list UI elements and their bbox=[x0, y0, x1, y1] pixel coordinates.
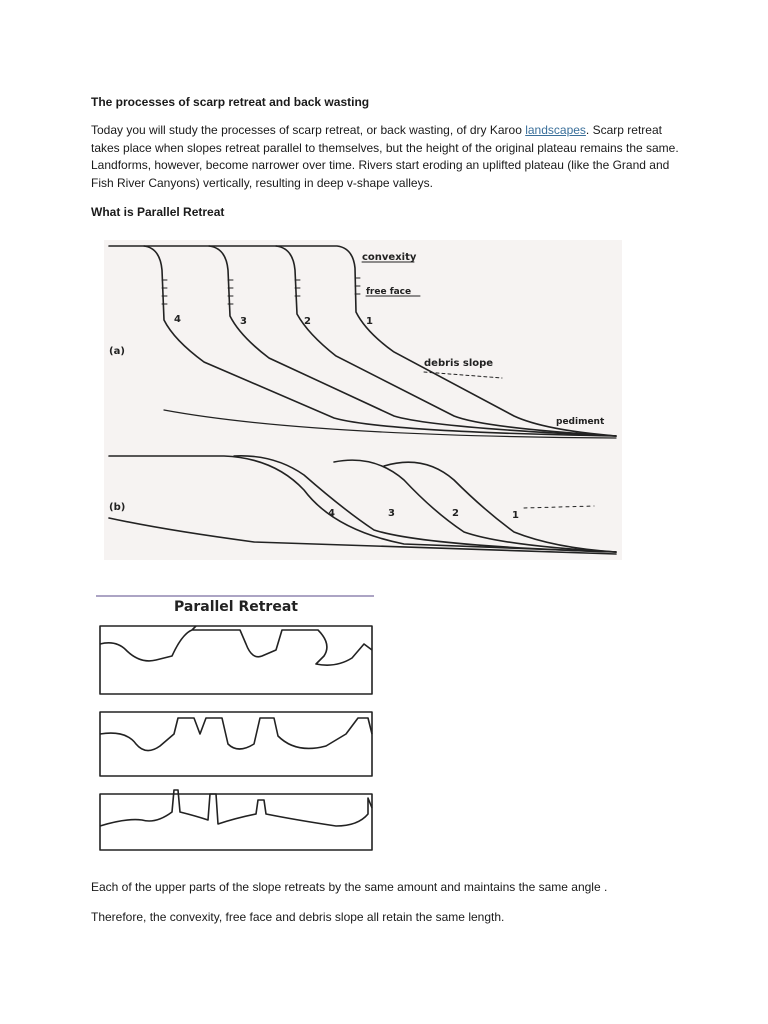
subheading-parallel-retreat: What is Parallel Retreat bbox=[91, 205, 225, 219]
section-heading: The processes of scarp retreat and back wasting bbox=[91, 95, 370, 109]
stage-a-3: 3 bbox=[240, 316, 247, 327]
stage-b-2: 2 bbox=[452, 508, 459, 519]
block-1-relief bbox=[100, 626, 372, 665]
retreat-explanation: Each of the upper parts of the slope retreats by the same amount and maintains the same angle . bbox=[91, 880, 608, 894]
profile-a-2 bbox=[209, 246, 616, 436]
stage-b-1: 1 bbox=[512, 510, 519, 521]
intro-text-end: . Scarp retreat takes place when slopes retreat parallel to themselves, but the height of the original plateau remains the same. Landforms, however, become narrower over time. Rivers start eroding an uplifted plateau (like the Grand and Fish River Canyons) vertically, resulting in deep v-shape valleys. bbox=[91, 123, 679, 190]
block-stage-2 bbox=[100, 712, 372, 776]
free-face-label: free face bbox=[366, 287, 412, 297]
block-stage-3 bbox=[100, 794, 372, 850]
panel-b-label: (b) bbox=[109, 502, 126, 513]
panel-a-label: (a) bbox=[109, 346, 125, 357]
stage-a-1: 1 bbox=[366, 316, 373, 327]
profile-b-2 bbox=[334, 460, 616, 552]
profile-a-4 bbox=[109, 246, 616, 436]
tick-marks bbox=[162, 278, 360, 304]
block-3-relief bbox=[100, 790, 372, 826]
parallel-retreat-svg bbox=[96, 594, 376, 856]
parallel-retreat-title: Parallel Retreat bbox=[174, 599, 298, 615]
dashed-mark-b bbox=[524, 506, 594, 508]
profile-a-1 bbox=[276, 246, 616, 436]
retreat-conclusion: Therefore, the convexity, free face and debris slope all retain the same length. bbox=[91, 910, 505, 924]
scarp-retreat-svg bbox=[104, 240, 622, 560]
pediment-label: pediment bbox=[556, 417, 605, 427]
stage-b-4: 4 bbox=[328, 508, 335, 519]
stage-a-2: 2 bbox=[304, 316, 311, 327]
intro-paragraph bbox=[91, 122, 681, 192]
convexity-label: convexity bbox=[362, 252, 417, 263]
stage-b-3: 3 bbox=[388, 508, 395, 519]
intro-text-start: Today you will study the processes of scarp retreat, or back wasting, of dry Karoo bbox=[91, 123, 526, 137]
stage-a-4: 4 bbox=[174, 314, 181, 325]
landscapes-link[interactable]: landscapes bbox=[525, 123, 586, 137]
plateau-line-b bbox=[109, 456, 616, 552]
debris-slope-label: debris slope bbox=[424, 358, 494, 369]
parallel-retreat-diagram bbox=[96, 594, 376, 856]
scarp-retreat-diagram bbox=[104, 240, 622, 560]
block-2-relief bbox=[100, 718, 372, 751]
profile-b-3 bbox=[234, 456, 616, 552]
